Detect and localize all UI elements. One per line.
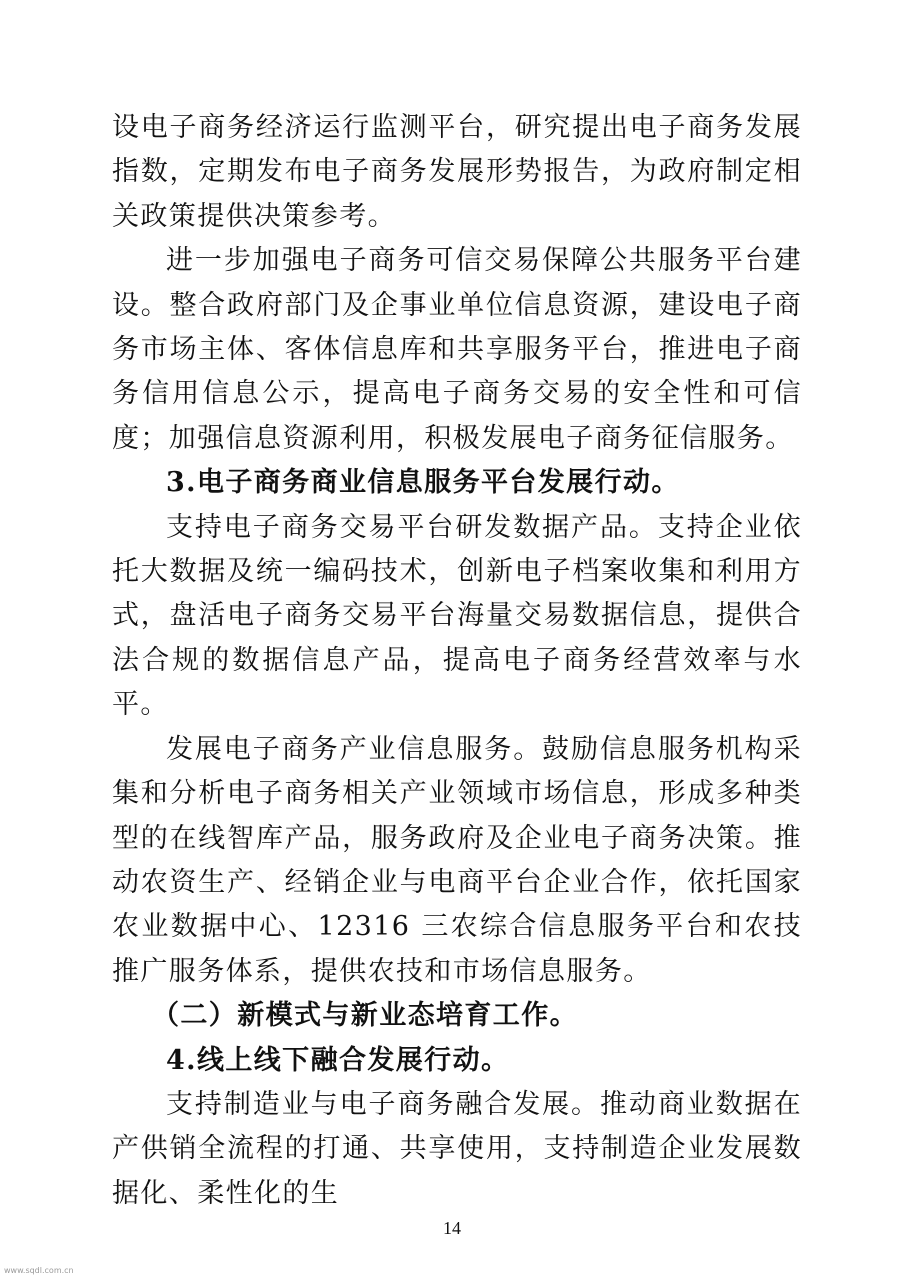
paragraph: 进一步加强电子商务可信交易保障公共服务平台建设。整合政府部门及企事业单位信息资源，建设电子商务市场主体、客体信息库和共享服务平台，推进电子商务信用信息公示，提高电子商务交易的安全性和可信度；加强信息资源利用，积极发展电子商务征信服务。 (112, 245, 802, 454)
watermark-text: www.sqdl.com.cn (4, 1266, 74, 1275)
paragraph-continued: 设电子商务经济运行监测平台，研究提出电子商务发展指数，定期发布电子商务发展形势报告，为政府制定相关政策提供决策参考。 (112, 112, 802, 232)
section-heading: 3.电子商务商业信息服务平台发展行动。 (166, 467, 680, 499)
paragraph: 支持电子商务交易平台研发数据产品。支持企业依托大数据及统一编码技术，创新电子档案收集和利用方式，盘活电子商务交易平台海量交易数据信息，提供合法合规的数据信息产品，提高电子商务经营效率与水平。 (112, 511, 802, 721)
paragraph: 支持制造业与电子商务融合发展。推动商业数据在产供销全流程的打通、共享使用，支持制造企业发展数据化、柔性化的生 (112, 1088, 802, 1209)
page-number: 14 (443, 1218, 461, 1238)
paragraph: 发展电子商务产业信息服务。鼓励信息服务机构采集和分析电子商务相关产业领域市场信息，形成多种类型的在线智库产品，服务政府及企业电子商务决策。推动农资生产、经销企业与电商平台企业合作，依托国家农业数据中心、12316 三农综合信息服务平台和农技推广服务体系，提供农技和市场信息服务。 (112, 733, 802, 987)
body-text (112, 106, 802, 1216)
part-heading: （二）新模式与新业态培育工作。 (152, 1000, 578, 1032)
section-heading: 4.线上线下融合发展行动。 (166, 1044, 510, 1076)
